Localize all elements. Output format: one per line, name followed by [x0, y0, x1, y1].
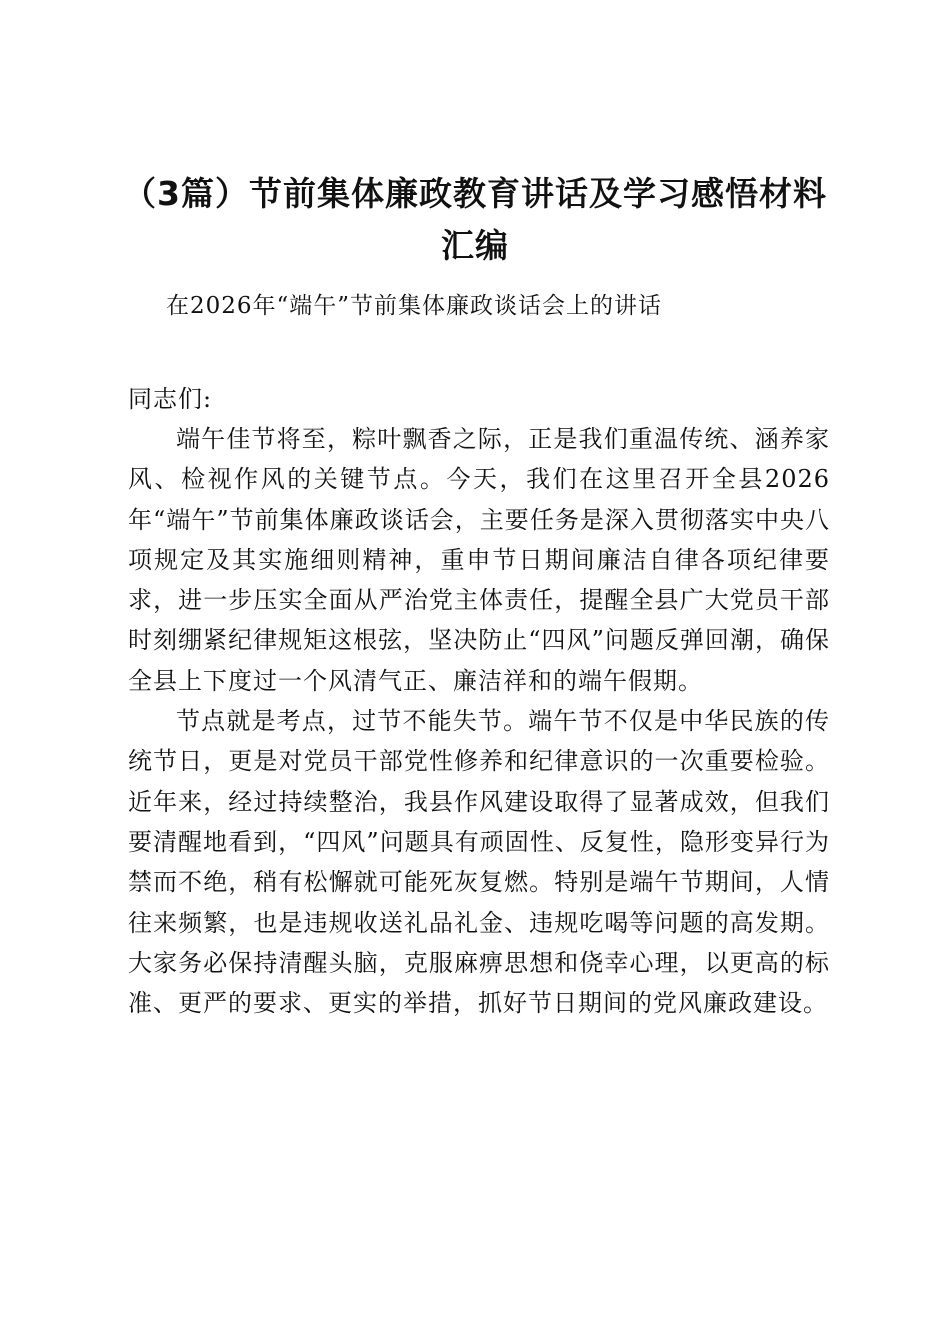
document-body — [128, 379, 830, 1023]
paragraph-2: 节点就是考点，过节不能失节。端午节不仅是中华民族的传统节日，更是对党员干部党性修养和纪律意识的一次重要检验。近年来，经过持续整治，我县作风建设取得了显著成效，但我们要清醒地看到，“四风”问题具有顽固性、反复性，隐形变异行为禁而不绝，稍有松懈就可能死灰复燃。特别是端午节期间，人情往来频繁，也是违规收送礼品礼金、违规吃喝等问题的高发期。大家务必保持清醒头脑，克服麻痹思想和侥幸心理，以更高的标准、更严的要求、更实的举措，抓好节日期间的党风廉政建设。 — [128, 707, 830, 1018]
document-title: （3篇）节前集体廉政教育讲话及学习感悟材料汇编 — [123, 174, 827, 265]
speech-subtitle: 在2026年“端午”节前集体廉政谈话会上的讲话 — [166, 293, 663, 319]
salutation: 同志们: — [128, 385, 213, 413]
paragraph-1: 端午佳节将至，粽叶飘香之际，正是我们重温传统、涵养家风、检视作风的关键节点。今天，我们在这里召开全县2026年“端午”节前集体廉政谈话会，主要任务是深入贯彻落实中央八项规定及其实施细则精神，重申节日期间廉洁自律各项纪律要求，进一步压实全面从严治党主体责任，提醒全县广大党员干部时刻绷紧纪律规矩这根弦，坚决防止“四风”问题反弹回潮，确保全县上下度过一个风清气正、廉洁祥和的端午假期。 — [128, 425, 830, 695]
